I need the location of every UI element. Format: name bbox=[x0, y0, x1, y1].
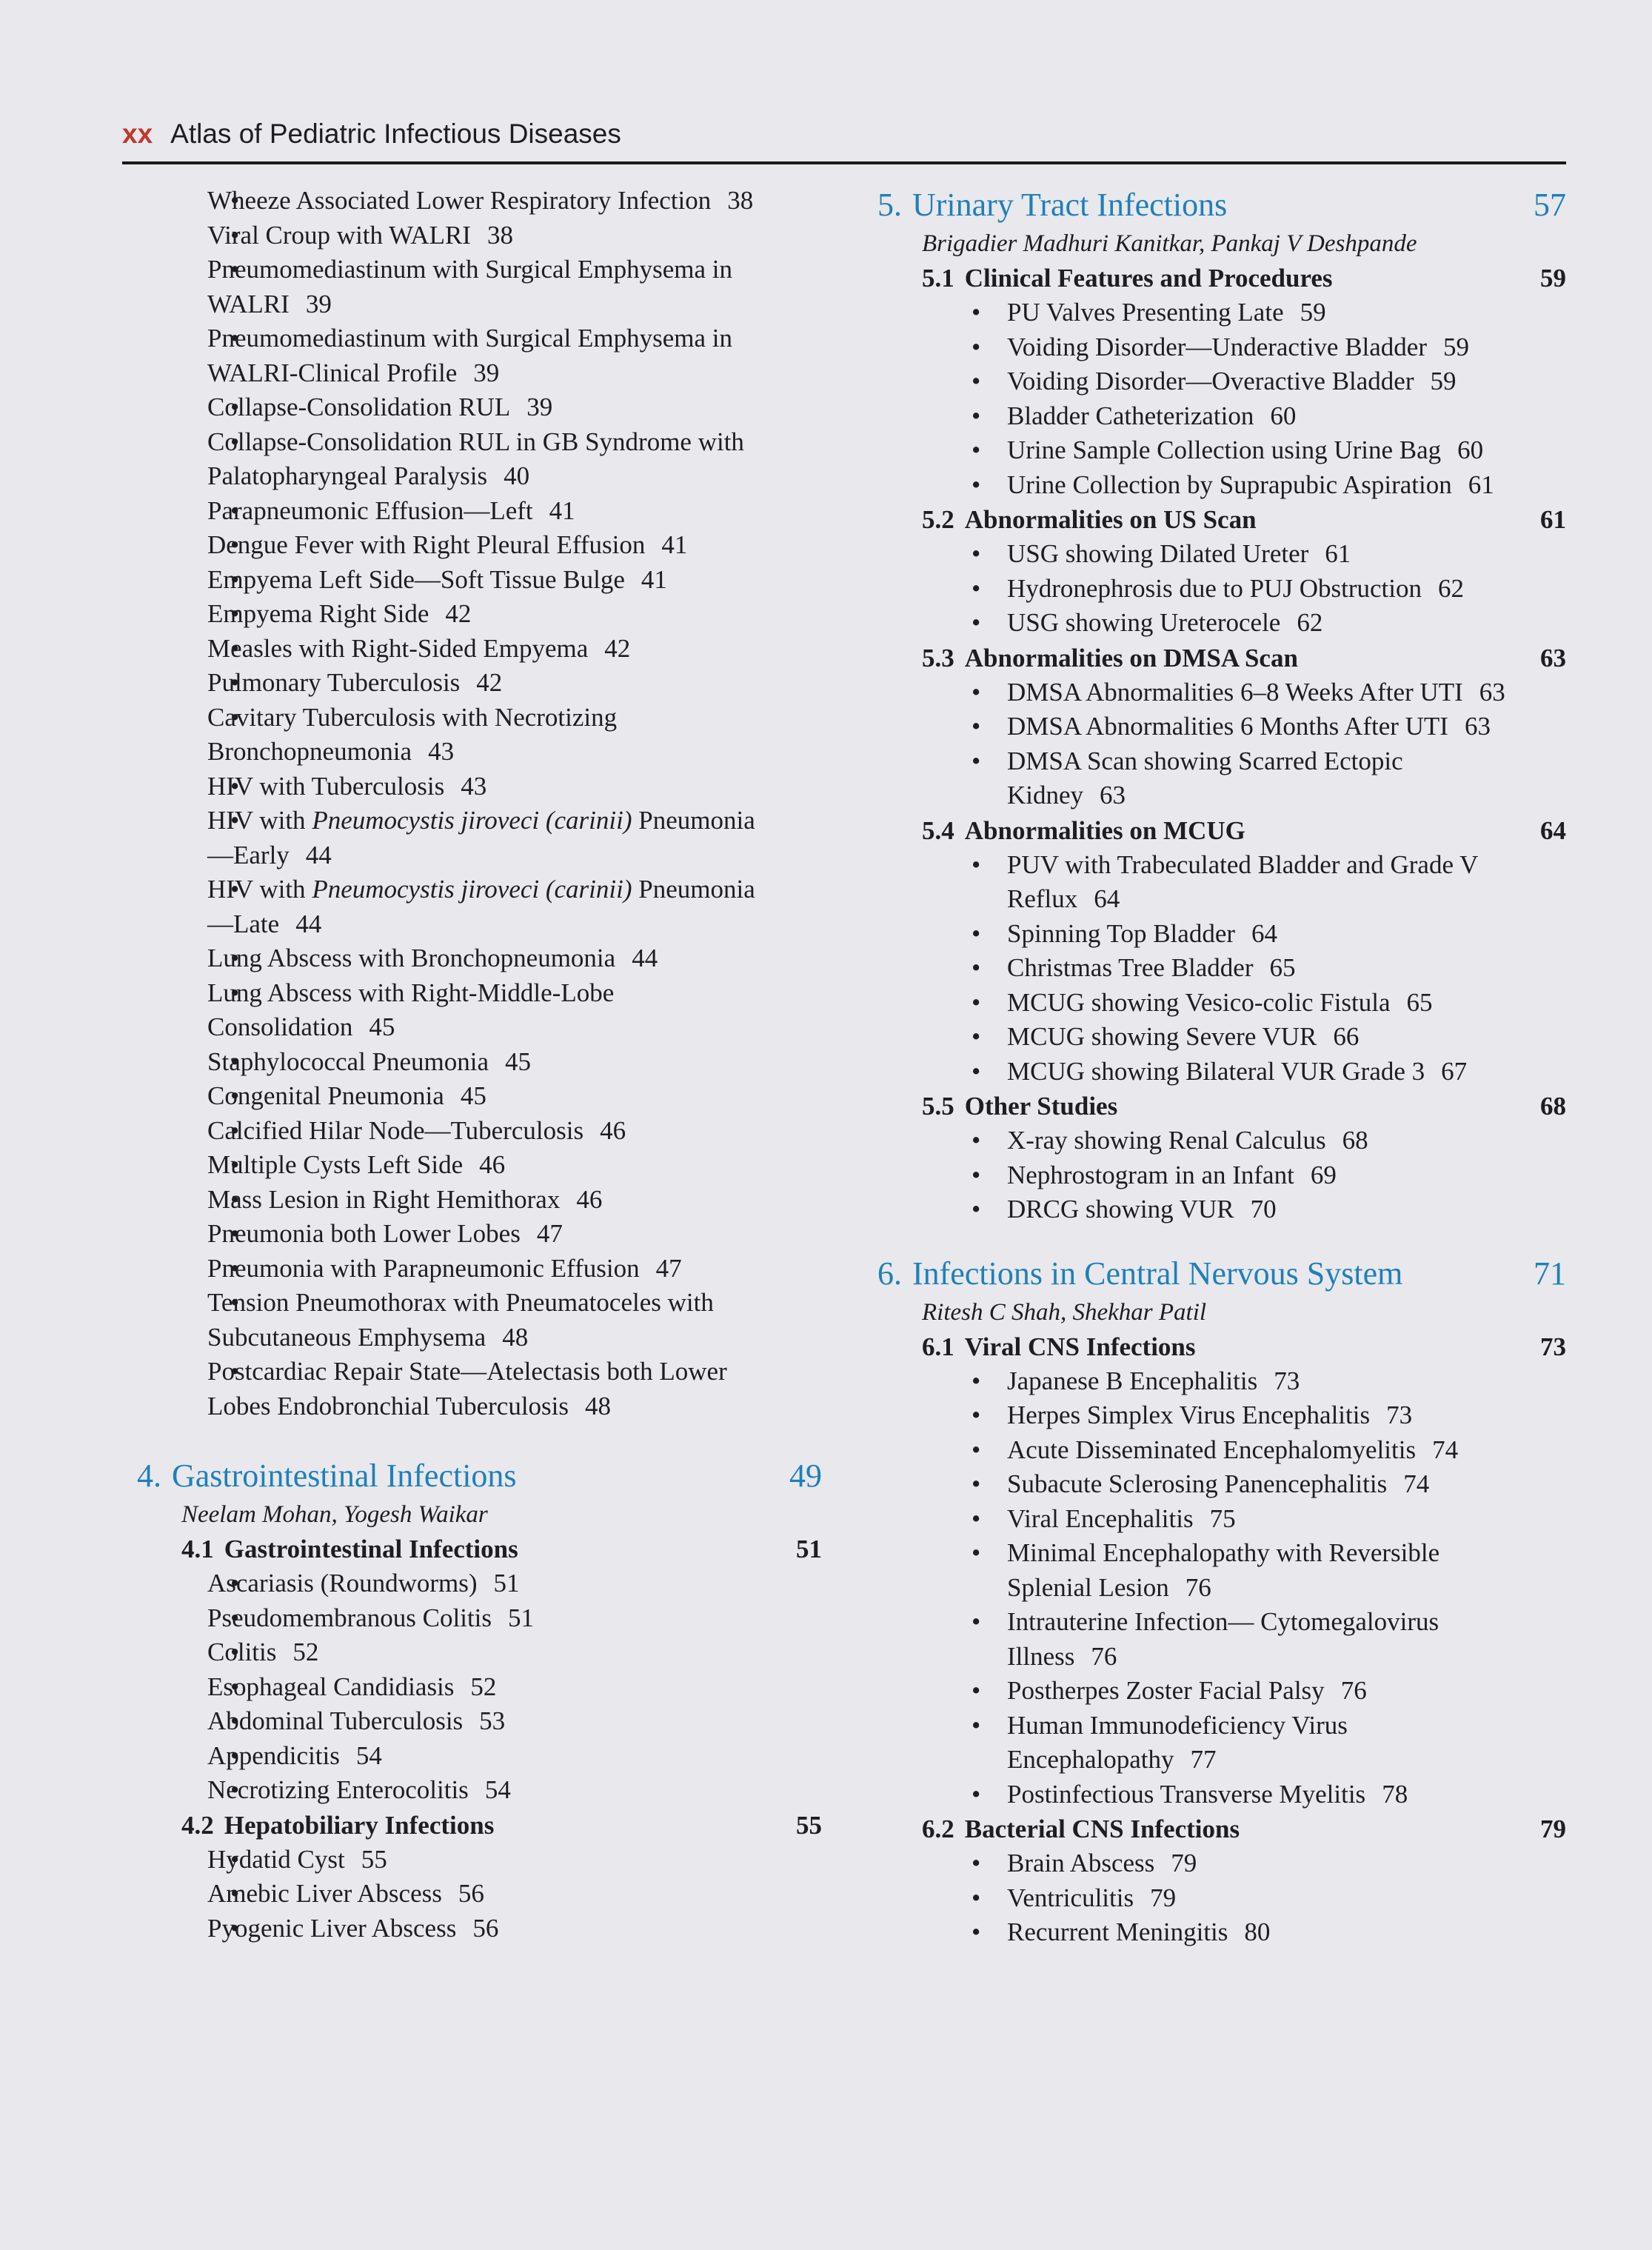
chapter-title: Urinary Tract Infections bbox=[912, 187, 1228, 223]
entry-title: Postherpes Zoster Facial Palsy bbox=[1007, 1676, 1325, 1705]
entry-page: 51 bbox=[508, 1603, 535, 1632]
section-title-group bbox=[181, 1532, 518, 1566]
toc-entry bbox=[877, 433, 1566, 468]
section-heading bbox=[877, 261, 1566, 296]
chapter-title-group bbox=[877, 184, 1227, 227]
toc-entry bbox=[122, 1912, 822, 1946]
entry-page: 80 bbox=[1244, 1917, 1271, 1946]
entry-title: Lung Abscess with Right-Middle-Lobe Consolidation bbox=[207, 978, 615, 1041]
toc-entry bbox=[877, 572, 1566, 607]
book-title: Atlas of Pediatric Infectious Diseases bbox=[170, 118, 621, 149]
toc-entry bbox=[877, 1124, 1566, 1158]
chapter-title: Gastrointestinal Infections bbox=[172, 1458, 517, 1494]
entry-title: Amebic Liver Abscess bbox=[207, 1879, 442, 1908]
entry-page: 42 bbox=[445, 599, 472, 628]
entry-title: Collapse-Consolidation RUL in GB Syndrome with Palatopharyngeal Paralysis bbox=[207, 427, 744, 490]
entry-title: HIV with bbox=[207, 806, 312, 835]
entry-title: Pyogenic Liver Abscess bbox=[207, 1913, 457, 1943]
toc-entry bbox=[877, 399, 1566, 434]
toc-entry bbox=[122, 321, 822, 390]
entry-title: Congenital Pneumonia bbox=[207, 1081, 444, 1110]
entry-title: PUV with Trabeculated Bladder and Grade V Reflux bbox=[1007, 849, 1478, 913]
section-heading bbox=[877, 813, 1566, 848]
entry-title: Voiding Disorder—Underactive Bladder bbox=[1007, 332, 1427, 361]
entry-title: Viral Croup with WALRI bbox=[207, 220, 471, 250]
entry-page: 64 bbox=[1251, 918, 1278, 948]
toc-entry bbox=[122, 1148, 822, 1183]
section-page: 61 bbox=[1540, 505, 1566, 534]
entry-page: 75 bbox=[1209, 1503, 1236, 1533]
toc-entry bbox=[122, 1704, 822, 1739]
entry-page: 69 bbox=[1310, 1160, 1337, 1189]
entry-title: Abdominal Tuberculosis bbox=[207, 1706, 464, 1735]
toc-entry bbox=[122, 666, 822, 701]
section-page: 55 bbox=[796, 1810, 822, 1840]
entry-page: 47 bbox=[655, 1253, 682, 1283]
entry-title: HIV with Tuberculosis bbox=[207, 771, 445, 801]
section-title-group bbox=[922, 813, 1245, 848]
entry-title: Ventriculitis bbox=[1007, 1883, 1134, 1912]
entry-page: 43 bbox=[428, 737, 455, 766]
toc-entry bbox=[877, 1055, 1566, 1089]
toc-entry bbox=[122, 390, 822, 425]
entry-title: Brain Abscess bbox=[1007, 1849, 1155, 1877]
entry-title-italic: Pneumocystis jiroveci (carinii) bbox=[312, 875, 632, 904]
entry-title: Subacute Sclerosing Panencephalitis bbox=[1007, 1469, 1388, 1498]
entry-page: 59 bbox=[1443, 332, 1469, 361]
section-number: 4.2 bbox=[181, 1810, 214, 1840]
section-title: Abnormalities on US Scan bbox=[964, 505, 1257, 534]
section-heading bbox=[877, 502, 1566, 537]
section-number: 5.4 bbox=[922, 815, 954, 845]
section-title: Clinical Features and Procedures bbox=[964, 264, 1333, 293]
entry-page: 41 bbox=[661, 530, 688, 559]
entry-title: Necrotizing Enterocolitis bbox=[207, 1775, 469, 1804]
entry-page: 60 bbox=[1457, 435, 1484, 464]
toc-entry bbox=[877, 1192, 1566, 1227]
toc-entry bbox=[122, 1601, 822, 1636]
entry-page: 44 bbox=[305, 840, 332, 869]
entry-page: 52 bbox=[470, 1672, 497, 1701]
entry-title: Urine Sample Collection using Urine Bag bbox=[1007, 435, 1442, 464]
entry-title: Pneumonia both Lower Lobes bbox=[207, 1219, 521, 1248]
toc-entry bbox=[122, 770, 822, 804]
toc-entry bbox=[877, 1605, 1566, 1674]
entry-title: HIV with bbox=[207, 875, 312, 904]
toc-entry bbox=[877, 1020, 1566, 1055]
toc-entry bbox=[122, 253, 822, 321]
entry-page: 38 bbox=[727, 186, 754, 215]
chapter-page: 57 bbox=[1534, 187, 1566, 223]
entry-page: 53 bbox=[479, 1706, 506, 1735]
entry-title: Esophageal Candidiasis bbox=[207, 1672, 455, 1701]
entry-title: Acute Disseminated Encephalomyelitis bbox=[1007, 1435, 1417, 1464]
section-page: 59 bbox=[1540, 264, 1566, 293]
section-title: Gastrointestinal Infections bbox=[224, 1535, 518, 1563]
toc-column-left bbox=[122, 184, 822, 1946]
chapter-heading bbox=[122, 1455, 822, 1498]
entry-title: DMSA Abnormalities 6 Months After UTI bbox=[1007, 712, 1448, 741]
entry-title: Parapneumonic Effusion—Left bbox=[207, 495, 533, 525]
toc-entry bbox=[122, 976, 822, 1045]
entry-title: Nephrostogram in an Infant bbox=[1007, 1160, 1294, 1189]
toc-entry bbox=[877, 364, 1566, 399]
entry-page: 61 bbox=[1325, 539, 1351, 568]
entry-title: DMSA Scan showing Scarred Ectopic Kidney bbox=[1007, 746, 1403, 809]
entry-title: Christmas Tree Bladder bbox=[1007, 953, 1254, 982]
entry-page: 74 bbox=[1403, 1469, 1430, 1498]
toc-entry bbox=[122, 701, 822, 770]
entry-page: 56 bbox=[472, 1913, 499, 1943]
toc-entry bbox=[877, 296, 1566, 330]
toc-entry bbox=[877, 468, 1566, 503]
toc-entry bbox=[122, 1286, 822, 1355]
section-page: 64 bbox=[1540, 815, 1566, 845]
entry-title: Staphylococcal Pneumonia bbox=[207, 1046, 489, 1076]
section-page: 79 bbox=[1540, 1815, 1566, 1843]
chapter-title-group bbox=[877, 1252, 1402, 1295]
toc-entry bbox=[877, 1433, 1566, 1468]
entry-page: 73 bbox=[1386, 1401, 1413, 1429]
entry-title: Recurrent Meningitis bbox=[1007, 1917, 1228, 1946]
section-page: 63 bbox=[1540, 643, 1566, 672]
entry-title: Urine Collection by Suprapubic Aspiration bbox=[1007, 470, 1452, 499]
section-title: Viral CNS Infections bbox=[964, 1332, 1196, 1361]
entry-page: 45 bbox=[369, 1012, 395, 1041]
toc-entry bbox=[877, 1881, 1566, 1916]
section-number: 5.2 bbox=[922, 505, 954, 534]
entry-title: Herpes Simplex Virus Encephalitis bbox=[1007, 1401, 1371, 1429]
entry-title: Minimal Encephalopathy with Reversible Splenial Lesion bbox=[1007, 1538, 1440, 1602]
toc-entry bbox=[877, 1777, 1566, 1812]
section-title: Bacterial CNS Infections bbox=[964, 1815, 1240, 1843]
entry-title: Human Immunodeficiency Virus Encephalopathy bbox=[1007, 1710, 1348, 1774]
toc-entry bbox=[122, 1670, 822, 1705]
entry-title-rest: Pneumonia—Early bbox=[207, 806, 755, 869]
toc-entry bbox=[877, 917, 1566, 952]
chapter-heading bbox=[877, 1252, 1566, 1295]
toc-column-right bbox=[877, 184, 1566, 1950]
entry-title: Pulmonary Tuberculosis bbox=[207, 668, 461, 697]
entry-title: PU Valves Presenting Late bbox=[1007, 298, 1284, 327]
entry-page: 63 bbox=[1464, 712, 1491, 741]
entry-page: 63 bbox=[1479, 677, 1505, 707]
entry-title: Colitis bbox=[207, 1638, 277, 1666]
section-title-group bbox=[922, 641, 1298, 675]
entry-page: 48 bbox=[585, 1391, 612, 1421]
section-heading bbox=[877, 1812, 1566, 1846]
toc-entry bbox=[122, 1183, 822, 1218]
entry-title: Appendicitis bbox=[207, 1740, 340, 1770]
entry-page: 56 bbox=[458, 1879, 484, 1908]
toc-entry bbox=[877, 606, 1566, 641]
toc-entry bbox=[122, 1045, 822, 1080]
chapter-authors: Neelam Mohan, Yogesh Waikar bbox=[181, 1501, 488, 1528]
section-heading bbox=[877, 1089, 1566, 1124]
entry-page: 62 bbox=[1437, 573, 1464, 603]
toc-entry bbox=[877, 1846, 1566, 1881]
entry-title: Japanese B Encephalitis bbox=[1007, 1366, 1258, 1395]
entry-title: Pneumonia with Parapneumonic Effusion bbox=[207, 1253, 640, 1283]
toc-entry bbox=[877, 710, 1566, 744]
entry-page: 41 bbox=[641, 564, 667, 594]
toc-entry bbox=[122, 1566, 822, 1601]
toc-entry bbox=[877, 1364, 1566, 1399]
toc-entry bbox=[122, 1252, 822, 1286]
entry-page: 46 bbox=[576, 1184, 603, 1214]
entry-page: 60 bbox=[1270, 401, 1297, 430]
entry-page: 65 bbox=[1406, 987, 1433, 1017]
chapter-title: Infections in Central Nervous System bbox=[912, 1255, 1403, 1292]
entry-page: 64 bbox=[1094, 884, 1120, 913]
entry-page: 41 bbox=[549, 495, 575, 525]
entry-page: 61 bbox=[1468, 470, 1494, 499]
section-heading bbox=[877, 1329, 1566, 1364]
toc-entry bbox=[877, 330, 1566, 365]
entry-title: Multiple Cysts Left Side bbox=[207, 1150, 464, 1179]
entry-page: 66 bbox=[1333, 1022, 1360, 1051]
section-title-group bbox=[181, 1808, 494, 1843]
entry-page: 76 bbox=[1340, 1676, 1367, 1705]
entry-title: Empyema Right Side bbox=[207, 599, 429, 628]
entry-page: 79 bbox=[1150, 1883, 1177, 1912]
section-title: Abnormalities on DMSA Scan bbox=[964, 643, 1298, 672]
entry-title: Calcified Hilar Node—Tuberculosis bbox=[207, 1115, 584, 1145]
entry-page: 63 bbox=[1100, 781, 1126, 809]
chapter-number: 5. bbox=[877, 187, 902, 223]
section-page: 73 bbox=[1540, 1332, 1566, 1361]
entry-page: 76 bbox=[1091, 1641, 1117, 1671]
section-title-group bbox=[922, 502, 1257, 537]
toc-entry bbox=[122, 1079, 822, 1114]
toc-entry bbox=[122, 1217, 822, 1252]
entry-title: Tension Pneumothorax with Pneumatoceles with Subcutaneous Emphysema bbox=[207, 1288, 714, 1352]
entry-page: 62 bbox=[1297, 608, 1323, 637]
entry-page: 74 bbox=[1432, 1435, 1459, 1464]
toc-entry bbox=[122, 528, 822, 563]
toc-entry bbox=[122, 1635, 822, 1670]
entry-title: Hydronephrosis due to PUJ Obstruction bbox=[1007, 573, 1422, 603]
entry-page: 65 bbox=[1269, 953, 1296, 982]
entry-page: 39 bbox=[305, 289, 332, 318]
entry-page: 44 bbox=[632, 944, 658, 972]
entry-title: Postcardiac Repair State—Atelectasis both Lower Lobes Endobronchial Tuberculosis bbox=[207, 1357, 727, 1421]
toc-entry bbox=[877, 986, 1566, 1021]
entry-page: 67 bbox=[1441, 1056, 1468, 1086]
toc-entry bbox=[122, 1114, 822, 1149]
toc-entry bbox=[877, 1915, 1566, 1950]
section-title-group bbox=[922, 1329, 1196, 1364]
entry-page: 54 bbox=[484, 1775, 511, 1804]
section-heading bbox=[122, 1808, 822, 1843]
entry-title: USG showing Ureterocele bbox=[1007, 608, 1281, 637]
chapter-number: 4. bbox=[137, 1458, 161, 1494]
toc-entry bbox=[877, 951, 1566, 986]
toc-entry bbox=[877, 537, 1566, 572]
entry-title: Cavitary Tuberculosis with Necrotizing Bronchopneumonia bbox=[207, 702, 618, 766]
toc-entry bbox=[122, 1877, 822, 1912]
entry-page: 46 bbox=[600, 1115, 626, 1145]
toc-entry bbox=[122, 1739, 822, 1774]
entry-page: 79 bbox=[1171, 1849, 1197, 1877]
toc-entry bbox=[122, 632, 822, 667]
entry-title: DMSA Abnormalities 6–8 Weeks After UTI bbox=[1007, 677, 1463, 707]
entry-page: 42 bbox=[476, 668, 503, 697]
toc-entry bbox=[877, 848, 1566, 917]
entry-page: 47 bbox=[536, 1219, 563, 1248]
entry-title: MCUG showing Bilateral VUR Grade 3 bbox=[1007, 1056, 1425, 1086]
toc-entry bbox=[122, 184, 822, 218]
toc-entry bbox=[877, 1467, 1566, 1502]
chapter-authors: Ritesh C Shah, Shekhar Patil bbox=[922, 1298, 1207, 1326]
chapter-heading bbox=[877, 184, 1566, 227]
section-number: 4.1 bbox=[181, 1535, 214, 1563]
toc-entry bbox=[877, 1398, 1566, 1433]
section-title-group bbox=[922, 1812, 1240, 1846]
entry-page: 44 bbox=[295, 909, 322, 938]
entry-title: Spinning Top Bladder bbox=[1007, 918, 1236, 948]
entry-title: Collapse-Consolidation RUL bbox=[207, 393, 511, 421]
section-number: 6.2 bbox=[922, 1815, 954, 1843]
toc-entry bbox=[877, 1536, 1566, 1605]
toc-entry bbox=[877, 744, 1566, 813]
entry-title: Measles with Right-Sided Empyema bbox=[207, 633, 589, 663]
section-number: 5.5 bbox=[922, 1092, 954, 1121]
entry-page: 39 bbox=[473, 358, 500, 387]
chapter-number: 6. bbox=[877, 1255, 902, 1292]
entry-page: 45 bbox=[505, 1046, 532, 1076]
section-title-group bbox=[922, 1089, 1117, 1124]
entry-title: Empyema Left Side—Soft Tissue Bulge bbox=[207, 564, 625, 594]
toc-entry bbox=[122, 494, 822, 529]
entry-title: Viral Encephalitis bbox=[1007, 1503, 1194, 1533]
entry-page: 59 bbox=[1430, 367, 1457, 395]
toc-entry bbox=[122, 804, 822, 872]
entry-page: 68 bbox=[1342, 1126, 1368, 1155]
chapter-page: 49 bbox=[789, 1458, 822, 1494]
entry-title: Lung Abscess with Bronchopneumonia bbox=[207, 944, 616, 972]
entry-page: 54 bbox=[355, 1740, 382, 1770]
section-number: 5.1 bbox=[922, 264, 954, 293]
entry-title: X-ray showing Renal Calculus bbox=[1007, 1126, 1326, 1155]
toc-entry bbox=[877, 1709, 1566, 1777]
entry-page: 48 bbox=[502, 1322, 529, 1352]
section-title: Hepatobiliary Infections bbox=[224, 1810, 495, 1840]
toc-entry bbox=[122, 941, 822, 976]
entry-page: 70 bbox=[1250, 1195, 1277, 1224]
toc-entry bbox=[122, 425, 822, 494]
chapter-title-group bbox=[137, 1455, 517, 1498]
toc-entry bbox=[122, 563, 822, 598]
entry-page: 52 bbox=[292, 1638, 319, 1666]
entry-title: Ascariasis (Roundworms) bbox=[207, 1569, 478, 1598]
entry-title: Intrauterine Infection— Cytomegalovirus Illness bbox=[1007, 1607, 1439, 1671]
entry-title: MCUG showing Severe VUR bbox=[1007, 1022, 1317, 1051]
entry-title: Pneumomediastinum with Surgical Emphysema in WALRI-Clinical Profile bbox=[207, 324, 733, 387]
entry-page: 46 bbox=[479, 1150, 506, 1179]
section-title-group bbox=[922, 261, 1333, 296]
entry-title: Mass Lesion in Right Hemithorax bbox=[207, 1184, 561, 1214]
entry-page: 51 bbox=[493, 1569, 520, 1598]
entry-page: 76 bbox=[1185, 1572, 1211, 1602]
section-page: 68 bbox=[1540, 1092, 1566, 1121]
section-title: Other Studies bbox=[964, 1092, 1118, 1121]
toc-entry bbox=[122, 1355, 822, 1423]
entry-page: 42 bbox=[604, 633, 631, 663]
page-number: xx bbox=[122, 118, 153, 149]
entry-title: DRCG showing VUR bbox=[1007, 1195, 1234, 1224]
section-title: Abnormalities on MCUG bbox=[964, 815, 1245, 845]
entry-title: Wheeze Associated Lower Respiratory Infection bbox=[207, 186, 712, 215]
toc-entry bbox=[877, 675, 1566, 710]
section-number: 6.1 bbox=[922, 1332, 954, 1361]
entry-title-italic: Pneumocystis jiroveci (carinii) bbox=[312, 806, 632, 835]
entry-page: 78 bbox=[1382, 1779, 1408, 1809]
toc-entry bbox=[122, 1843, 822, 1877]
entry-title: Pneumomediastinum with Surgical Emphysema in WALRI bbox=[207, 255, 733, 318]
entry-title: Voiding Disorder—Overactive Bladder bbox=[1007, 367, 1414, 395]
toc-entry bbox=[122, 597, 822, 632]
entry-page: 45 bbox=[460, 1081, 486, 1110]
section-heading bbox=[877, 641, 1566, 675]
entry-title: Bladder Catheterization bbox=[1007, 401, 1254, 430]
chapter-authors: Brigadier Madhuri Kanitkar, Pankaj V Deshpande bbox=[922, 230, 1417, 257]
section-number: 5.3 bbox=[922, 643, 954, 672]
section-heading bbox=[122, 1532, 822, 1566]
entry-title: MCUG showing Vesico-colic Fistula bbox=[1007, 987, 1391, 1017]
entry-page: 39 bbox=[526, 393, 553, 421]
entry-page: 77 bbox=[1190, 1745, 1217, 1774]
toc-entry bbox=[877, 1158, 1566, 1193]
toc-entry bbox=[122, 218, 822, 253]
entry-page: 38 bbox=[486, 220, 513, 250]
toc-entry bbox=[877, 1674, 1566, 1709]
entry-title: USG showing Dilated Ureter bbox=[1007, 539, 1309, 568]
chapter-page: 71 bbox=[1534, 1255, 1566, 1292]
entry-title: Pseudomembranous Colitis bbox=[207, 1603, 492, 1632]
entry-page: 43 bbox=[461, 771, 487, 801]
entry-title: Postinfectious Transverse Myelitis bbox=[1007, 1779, 1366, 1809]
running-header bbox=[122, 118, 1566, 164]
toc-entry bbox=[877, 1502, 1566, 1537]
entry-page: 55 bbox=[361, 1844, 387, 1874]
entry-title: Dengue Fever with Right Pleural Effusion bbox=[207, 530, 646, 559]
entry-title: Hydatid Cyst bbox=[207, 1844, 345, 1874]
section-page: 51 bbox=[796, 1535, 822, 1563]
entry-title-rest: Pneumonia—Late bbox=[207, 875, 755, 938]
entry-page: 40 bbox=[504, 461, 530, 490]
entry-page: 73 bbox=[1274, 1366, 1300, 1395]
toc-entry bbox=[122, 1773, 822, 1808]
entry-page: 59 bbox=[1300, 298, 1326, 327]
toc-entry bbox=[122, 872, 822, 941]
